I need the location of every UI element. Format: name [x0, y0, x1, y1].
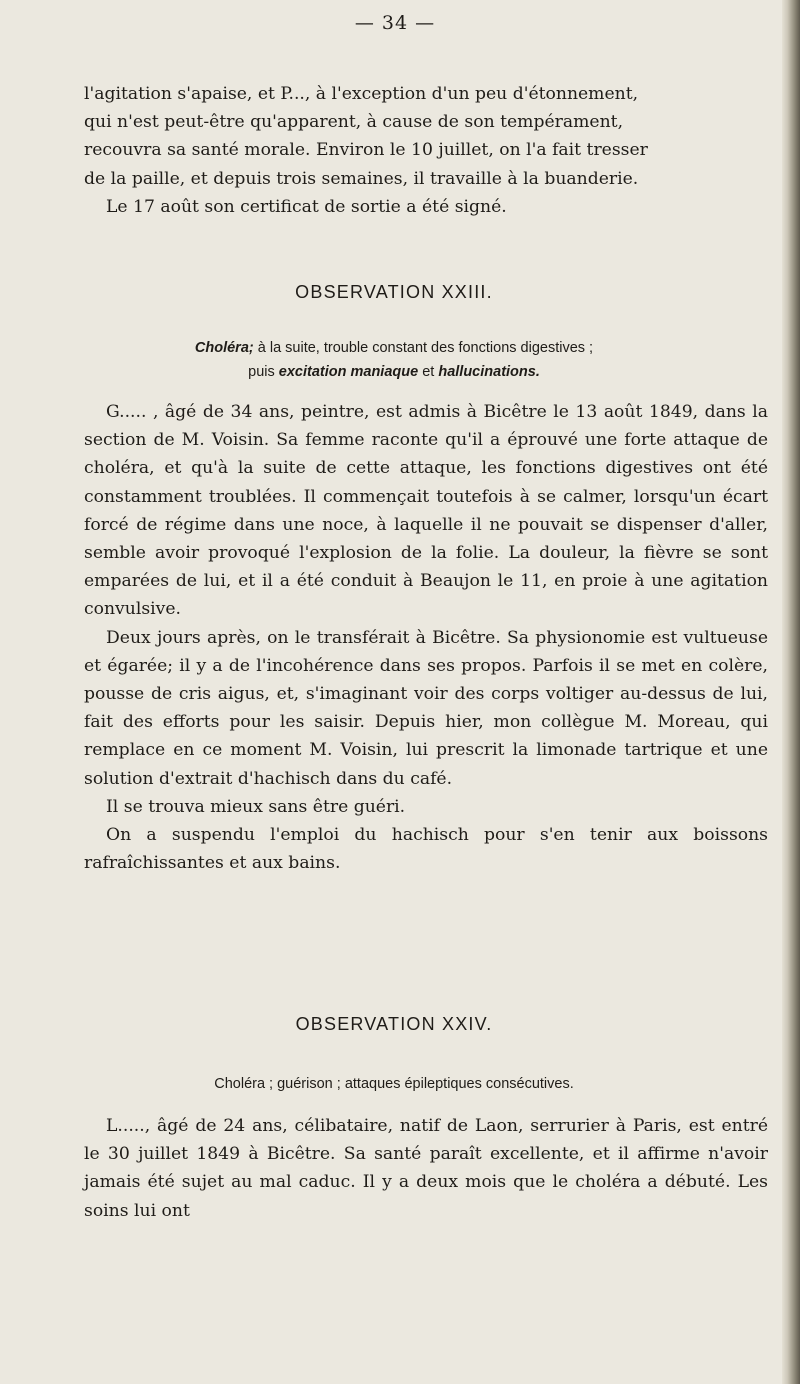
- subtitle-italic: hallucinations.: [438, 364, 540, 380]
- subtitle-cholera: Choléra;: [194, 340, 254, 356]
- observation-23-subtitle: [84, 336, 704, 384]
- intro-line: qui n'est peut-être qu'apparent, à cause de son tempérament,: [84, 112, 624, 133]
- observation-23-body: [84, 398, 768, 877]
- intro-paragraph: [84, 80, 768, 221]
- subtitle-italic: excitation maniaque: [278, 364, 419, 380]
- body-paragraph: On a suspendu l'emploi du hachisch pour s'en tenir aux boissons rafraîchissantes et aux bains.: [84, 825, 768, 874]
- observation-24-subtitle: Choléra ; guérison ; attaques épileptiques consécutives.: [214, 1076, 574, 1092]
- observation-24-title: OBSERVATION XXIV.: [295, 1014, 493, 1034]
- subtitle-text: à la suite, trouble constant des fonctions digestives ;: [253, 340, 594, 356]
- observation-23-title: OBSERVATION XXIII.: [295, 282, 493, 302]
- intro-line: recouvra sa santé morale. Environ le 10 juillet, on l'a fait tresser: [84, 140, 648, 161]
- observation-24-body: [84, 1112, 768, 1225]
- page-edge-shadow: [782, 0, 800, 1384]
- subtitle-text: puis: [248, 364, 279, 380]
- body-paragraph: Deux jours après, on le transférait à Bicêtre. Sa physionomie est vultueuse et égarée; il y a de l'incohérence dans ses propos. Parfois il se met en colère, pousse de cris aigus, et, s'imaginant voir des corps voltiger au-dessus de lui, fait des efforts pour les saisir. Depuis hier, mon collègue M. Moreau, qui remplace en ce moment M. Voisin, lui prescrit la limonade tartrique et une solution d'extrait d'hachisch dans du café.: [84, 627, 768, 789]
- intro-line: de la paille, et depuis trois semaines, il travaille à la buanderie.: [84, 168, 639, 189]
- subtitle-text: et: [418, 364, 439, 380]
- page-number: — 34 —: [354, 12, 436, 34]
- intro-line: Le 17 août son certificat de sortie a été signé.: [106, 196, 507, 217]
- body-paragraph: Il se trouva mieux sans être guéri.: [106, 796, 406, 817]
- body-paragraph: G..... , âgé de 34 ans, peintre, est admis à Bicêtre le 13 août 1849, dans la section de M. Voisin. Sa femme raconte qu'il a éprouvé une forte attaque de choléra, et qu'à la suite de cette attaque, les fonctions digestives ont été constamment troublées. Il commençait toutefois à se calmer, lorsqu'un écart forcé de régime dans une noce, à laquelle il ne pouvait se dispenser d'aller, semble avoir provoqué l'explosion de la folie. La douleur, la fièvre se sont emparées de lui, et il a été conduit à Beaujon le 11, en proie à une agitation convulsive.: [84, 402, 768, 620]
- body-paragraph: L....., âgé de 24 ans, célibataire, natif de Laon, serrurier à Paris, est entré le 30 juillet 1849 à Bicêtre. Sa santé paraît excellente, et il affirme n'avoir jamais été sujet au mal caduc. Il y a deux mois que le choléra a débuté. Les soins lui ont: [84, 1116, 768, 1221]
- intro-line: l'agitation s'apaise, et P..., à l'exception d'un peu d'étonnement,: [84, 84, 639, 104]
